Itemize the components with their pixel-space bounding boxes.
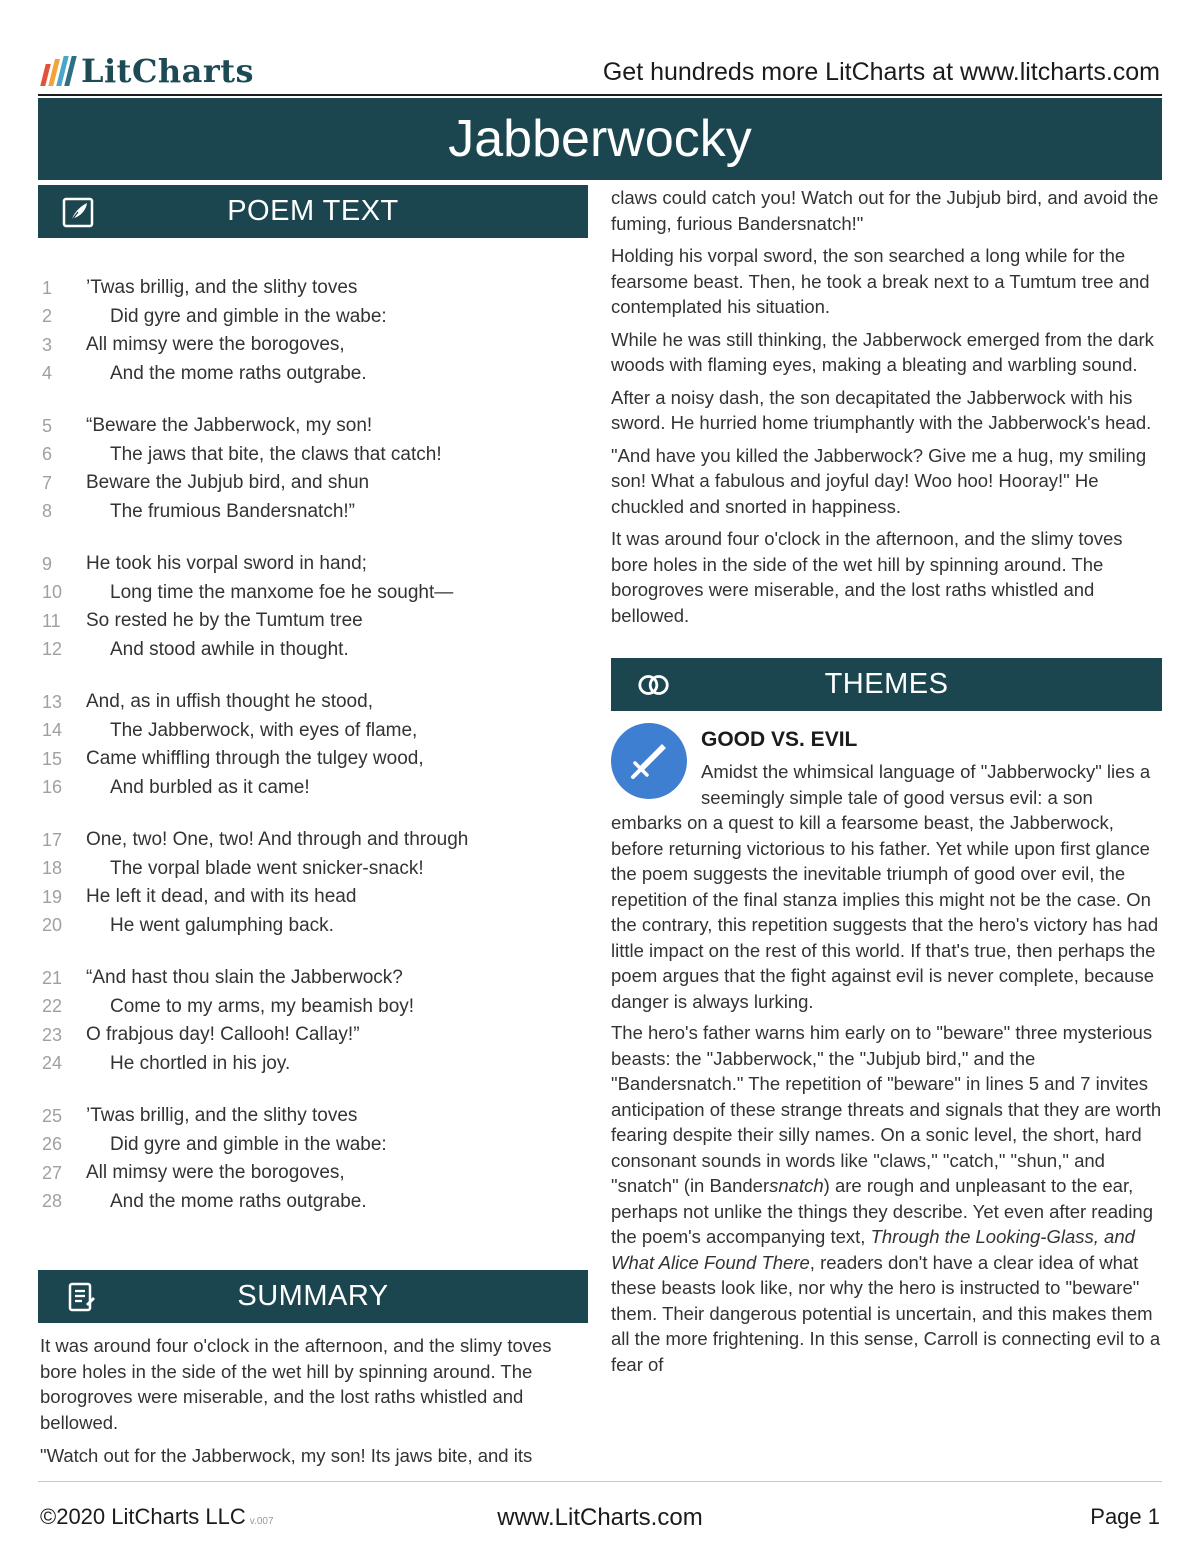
- poem-line: [38, 412, 588, 441]
- line-number: 14: [42, 720, 63, 741]
- line-number: 26: [42, 1134, 63, 1155]
- line-text: The Jabberwock, with eyes of flame,: [110, 719, 418, 741]
- line-text: All mimsy were the borogoves,: [86, 1162, 345, 1184]
- poem-line: [38, 579, 588, 608]
- line-number: 28: [42, 1191, 63, 1212]
- book-title: Through the Looking-Glass, and What Alice Found There: [611, 1226, 1135, 1273]
- page-footer: [38, 1481, 1162, 1541]
- line-text: Did gyre and gimble in the wabe:: [110, 305, 387, 327]
- line-number: 12: [42, 639, 63, 660]
- sword-icon: [611, 723, 687, 799]
- poem-line: [38, 1188, 588, 1217]
- line-number: 4: [42, 363, 53, 384]
- themes-header: [611, 658, 1162, 711]
- line-text: The frumious Bandersnatch!”: [110, 500, 356, 522]
- theme-paragraph-1: Amidst the whimsical language of "Jabberwocky" lies a seemingly simple tale of good versus evil: a son embarks on a quest to kill a fearsome beast, the Jabberwock, before returning victorious to his father. Yet while upon first glance the poem suggests the inevitable triumph of good over evil, the repetition of the final stanza implies this might not be the case. On the contrary, this repetition suggests that the hero's victory has had little impact on the rest of this world. If that's true, then perhaps the poem argues that the fight against evil is never complete, because danger is always lurking.: [611, 761, 1159, 1012]
- line-number: 5: [42, 415, 53, 436]
- line-number: 19: [42, 886, 63, 907]
- line-number: 27: [42, 1162, 63, 1183]
- line-text: Come to my arms, my beamish boy!: [110, 995, 415, 1017]
- summary-header: [38, 1270, 588, 1323]
- poem-line: [38, 469, 588, 498]
- line-text: And burbled as it came!: [110, 776, 310, 798]
- footer-page-number: Page 1: [1090, 1504, 1160, 1529]
- litcharts-logo[interactable]: [44, 52, 254, 90]
- poem-line: [38, 441, 588, 470]
- poem-stanza: [38, 826, 588, 940]
- line-text: He left it dead, and with its head: [86, 886, 357, 908]
- poem-line: [38, 883, 588, 912]
- line-number: 11: [42, 610, 61, 631]
- poem-line: [38, 274, 588, 303]
- line-text: “Beware the Jabberwock, my son!: [86, 415, 373, 437]
- header-tagline: Get hundreds more LitCharts at www.litcharts.com: [602, 58, 1160, 86]
- line-number: 24: [42, 1053, 63, 1074]
- line-text: The vorpal blade went snicker-snack!: [110, 857, 424, 879]
- poem-line: [38, 607, 588, 636]
- summary-paragraph-1: It was around four o'clock in the afternoon, and the slimy toves bore holes in the side of the wet hill by spinning around. The borogroves were miserable, and the lost raths whistled and bellowed.: [40, 1335, 552, 1433]
- line-text: And the mome raths outgrabe.: [110, 1190, 367, 1212]
- poem-stanza: [38, 274, 588, 388]
- poem-stanza: [38, 412, 588, 526]
- logo-text: LitCharts: [81, 52, 255, 90]
- line-number: 13: [42, 691, 63, 712]
- line-number: 9: [42, 553, 53, 574]
- themes-title: THEMES: [824, 668, 949, 700]
- line-text: O frabjous day! Callooh! Callay!”: [86, 1024, 360, 1046]
- line-text: He took his vorpal sword in hand;: [86, 553, 367, 575]
- line-text: All mimsy were the borogoves,: [86, 334, 345, 356]
- line-text: One, two! One, two! And through and through: [86, 829, 469, 851]
- poem-line: [38, 688, 588, 717]
- poem-text-title: POEM TEXT: [227, 195, 399, 227]
- poem-line: [38, 855, 588, 884]
- theme-title: GOOD VS. EVIL: [701, 728, 858, 751]
- line-number: 7: [42, 472, 53, 493]
- logo-bars-icon: [40, 56, 76, 86]
- line-text: ’Twas brillig, and the slithy toves: [86, 1105, 358, 1127]
- line-text: Came whiffling through the tulgey wood,: [86, 748, 424, 770]
- page-header: [38, 52, 1162, 96]
- poem-line: [38, 1021, 588, 1050]
- summary-paragraph-3: claws could catch you! Watch out for the Jubjub bird, and avoid the fuming, furious Bandersnatch!": [611, 187, 1159, 234]
- line-text: Did gyre and gimble in the wabe:: [110, 1133, 387, 1155]
- poem-line: [38, 826, 588, 855]
- line-number: 17: [42, 829, 63, 850]
- theme-good-vs-evil: [611, 723, 1162, 1383]
- poem-line: [38, 1050, 588, 1079]
- poem-line: [38, 303, 588, 332]
- poem-stanza: [38, 1102, 588, 1216]
- summary-paragraph-5: While he was still thinking, the Jabberwock emerged from the dark woods with flaming eyes, making a bleating and warbling sound.: [611, 328, 1154, 375]
- poem-line: [38, 498, 588, 527]
- line-number: 6: [42, 444, 53, 465]
- line-text: He went galumphing back.: [110, 914, 334, 936]
- footer-copyright: ©2020 LitCharts LLC v.007: [40, 1504, 274, 1529]
- summary-paragraph-6: After a noisy dash, the son decapitated the Jabberwock with his sword. He hurried home triumphantly with the Jabberwock's head.: [611, 386, 1152, 433]
- line-text: And, as in uffish thought he stood,: [86, 691, 373, 713]
- summary-paragraph-4: Holding his vorpal sword, the son searched a long while for the fearsome beast. Then, he took a break next to a Tumtum tree and contemplated his situation.: [611, 245, 1150, 317]
- line-number: 10: [42, 582, 63, 603]
- page-title: Jabberwocky: [38, 98, 1162, 180]
- poem-body: [38, 274, 588, 1216]
- line-text: And stood awhile in thought.: [110, 638, 349, 660]
- line-text: ’Twas brillig, and the slithy toves: [86, 277, 358, 299]
- summary-paragraph-7: "And have you killed the Jabberwock? Give me a hug, my smiling son! What a fabulous and joyful day! Woo hoo! Hooray!" He chuckled and snorted in happiness.: [611, 444, 1147, 517]
- poem-line: [38, 550, 588, 579]
- line-text: He chortled in his joy.: [110, 1052, 291, 1074]
- right-column: [611, 185, 1162, 1383]
- poem-stanza: [38, 550, 588, 664]
- line-number: 20: [42, 915, 63, 936]
- line-number: 15: [42, 748, 63, 769]
- poem-line: [38, 717, 588, 746]
- line-text: Long time the manxome foe he sought—: [110, 581, 454, 603]
- theme-paragraph-2: The hero's father warns him early on to "beware" three mysterious beasts: the "Jabberwock," the "Jubjub bird," and the "Bandersnatch." The repetition of "beware" in lines 5 and 7 invites anticipation of these strange threats and signals that they are worth fearing despite their silly names. On a sonic level, the short, hard consonant sounds in words like "claws," "catch," "shun," and "snatch" (in Bandersnatch) are rough and unpleasant to the ear, perhaps not unlike the things they describe. Yet even after reading the poem's accompanying text, Through the Looking-Glass, and What Alice Found There, readers don't have a clear idea of what these beasts look like, nor why the hero is instructed to "beware" them. Their dangerous potential is uncertain, and this makes them all the more frightening. In this sense, Carroll is connecting evil to a fear of: [611, 1022, 1162, 1375]
- poem-stanza: [38, 964, 588, 1078]
- summary-section: [38, 1270, 588, 1477]
- poem-line: [38, 331, 588, 360]
- line-number: 22: [42, 996, 63, 1017]
- poem-line: [38, 1131, 588, 1160]
- line-text: Beware the Jubjub bird, and shun: [86, 472, 370, 494]
- line-number: 16: [42, 777, 63, 798]
- poem-line: [38, 360, 588, 389]
- poem-line: [38, 993, 588, 1022]
- line-number: 8: [42, 501, 53, 522]
- line-number: 2: [42, 306, 53, 327]
- line-text: And the mome raths outgrabe.: [110, 362, 367, 384]
- left-column: [38, 185, 588, 1240]
- poem-line: [38, 1159, 588, 1188]
- line-number: 21: [42, 967, 63, 988]
- poem-line: [38, 1102, 588, 1131]
- poem-text-header: [38, 185, 588, 238]
- line-text: “And hast thou slain the Jabberwock?: [86, 967, 403, 989]
- line-number: 1: [42, 277, 53, 298]
- themes-section: [611, 658, 1162, 1383]
- footer-site-link[interactable]: www.LitCharts.com: [497, 1504, 703, 1531]
- line-number: 18: [42, 858, 63, 879]
- line-number: 23: [42, 1024, 63, 1045]
- summary-title: SUMMARY: [237, 1280, 389, 1312]
- poem-line: [38, 745, 588, 774]
- poem-line: [38, 912, 588, 941]
- poem-line: [38, 636, 588, 665]
- line-text: The jaws that bite, the claws that catch!: [110, 443, 442, 465]
- line-text: So rested he by the Tumtum tree: [86, 610, 363, 632]
- poem-stanza: [38, 688, 588, 802]
- footer-version: v.007: [249, 1516, 274, 1527]
- poem-line: [38, 774, 588, 803]
- summary-paragraph-8: It was around four o'clock in the afternoon, and the slimy toves bore holes in the side of the wet hill by spinning around. The borogroves were miserable, and the lost raths whistled and bellowed.: [611, 528, 1123, 626]
- line-number: 25: [42, 1105, 63, 1126]
- summary-paragraph-2: "Watch out for the Jabberwock, my son! Its jaws bite, and its: [40, 1445, 533, 1466]
- line-number: 3: [42, 334, 53, 355]
- poem-line: [38, 964, 588, 993]
